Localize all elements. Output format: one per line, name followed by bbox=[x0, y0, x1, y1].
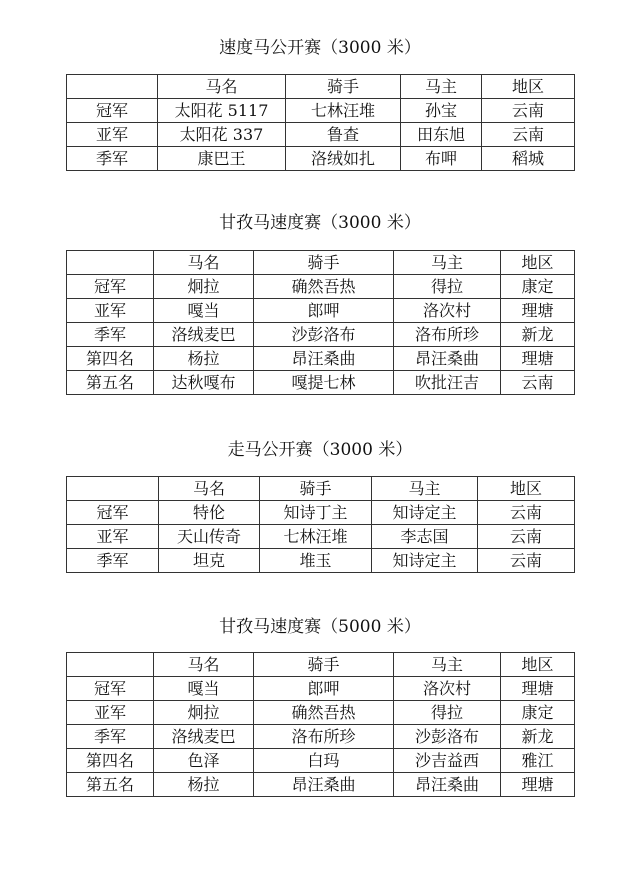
rider-cell: 七林汪堆 bbox=[260, 525, 372, 549]
header-cell: 骑手 bbox=[254, 251, 394, 275]
owner-cell: 昂汪桑曲 bbox=[394, 347, 501, 371]
header-cell: 马名 bbox=[154, 251, 254, 275]
owner-cell: 田东旭 bbox=[401, 123, 482, 147]
table-row bbox=[67, 501, 575, 525]
owner-cell: 洛布所珍 bbox=[394, 323, 501, 347]
rank-cell: 季军 bbox=[67, 725, 154, 749]
rider-cell: 白玛 bbox=[254, 749, 394, 773]
rank-cell: 亚军 bbox=[67, 701, 154, 725]
table-row bbox=[67, 677, 575, 701]
header-cell: 地区 bbox=[501, 251, 575, 275]
owner-cell: 布呷 bbox=[401, 147, 482, 171]
horse-cell: 康巴王 bbox=[158, 147, 286, 171]
region-cell: 云南 bbox=[478, 501, 575, 525]
rider-cell: 沙彭洛布 bbox=[254, 323, 394, 347]
region-cell: 云南 bbox=[482, 99, 575, 123]
horse-cell: 太阳花 337 bbox=[158, 123, 286, 147]
region-cell: 理塘 bbox=[501, 347, 575, 371]
table-row bbox=[67, 123, 575, 147]
owner-cell: 昂汪桑曲 bbox=[394, 773, 501, 797]
table-row bbox=[67, 147, 575, 171]
rider-cell: 昂汪桑曲 bbox=[254, 347, 394, 371]
horse-cell: 炯拉 bbox=[154, 275, 254, 299]
rider-cell: 堆玉 bbox=[260, 549, 372, 573]
table-row bbox=[67, 725, 575, 749]
horse-cell: 色泽 bbox=[154, 749, 254, 773]
table-row bbox=[67, 299, 575, 323]
header-cell: 地区 bbox=[501, 653, 575, 677]
region-cell: 稻城 bbox=[482, 147, 575, 171]
header-cell: 地区 bbox=[478, 477, 575, 501]
region-cell: 云南 bbox=[501, 371, 575, 395]
owner-cell: 孙宝 bbox=[401, 99, 482, 123]
region-cell: 云南 bbox=[478, 525, 575, 549]
table-row bbox=[67, 99, 575, 123]
region-cell: 新龙 bbox=[501, 323, 575, 347]
header-cell bbox=[67, 75, 158, 99]
rank-cell: 冠军 bbox=[67, 275, 154, 299]
rank-cell: 第五名 bbox=[67, 371, 154, 395]
results-table bbox=[66, 74, 575, 171]
table-row bbox=[67, 275, 575, 299]
horse-cell: 杨拉 bbox=[154, 347, 254, 371]
rank-cell: 第五名 bbox=[67, 773, 154, 797]
rank-cell: 季军 bbox=[67, 323, 154, 347]
rank-cell: 第四名 bbox=[67, 347, 154, 371]
results-table bbox=[66, 476, 575, 573]
header-cell: 骑手 bbox=[254, 653, 394, 677]
table-header-row bbox=[67, 75, 575, 99]
horse-cell: 天山传奇 bbox=[159, 525, 260, 549]
owner-cell: 吹批汪吉 bbox=[394, 371, 501, 395]
header-cell: 骑手 bbox=[286, 75, 401, 99]
rider-cell: 鲁查 bbox=[286, 123, 401, 147]
header-cell bbox=[67, 653, 154, 677]
rank-cell: 亚军 bbox=[67, 525, 159, 549]
rank-cell: 第四名 bbox=[67, 749, 154, 773]
header-cell: 马主 bbox=[394, 251, 501, 275]
table-title: 走马公开赛（3000 米） bbox=[227, 440, 413, 460]
header-cell: 马主 bbox=[372, 477, 478, 501]
header-cell: 马主 bbox=[394, 653, 501, 677]
owner-cell: 沙吉益西 bbox=[394, 749, 501, 773]
region-cell: 理塘 bbox=[501, 677, 575, 701]
rider-cell: 七林汪堆 bbox=[286, 99, 401, 123]
rider-cell: 洛绒如扎 bbox=[286, 147, 401, 171]
owner-cell: 洛次村 bbox=[394, 677, 501, 701]
results-table bbox=[66, 652, 575, 797]
header-cell bbox=[67, 251, 154, 275]
table-row bbox=[67, 773, 575, 797]
header-cell: 马名 bbox=[154, 653, 254, 677]
horse-cell: 坦克 bbox=[159, 549, 260, 573]
table-title: 速度马公开赛（3000 米） bbox=[219, 38, 421, 58]
rider-cell: 郎呷 bbox=[254, 299, 394, 323]
horse-cell: 嘎当 bbox=[154, 677, 254, 701]
region-cell: 康定 bbox=[501, 701, 575, 725]
rank-cell: 冠军 bbox=[67, 99, 158, 123]
rank-cell: 冠军 bbox=[67, 677, 154, 701]
table-row bbox=[67, 701, 575, 725]
rider-cell: 确然吾热 bbox=[254, 275, 394, 299]
rider-cell: 洛布所珍 bbox=[254, 725, 394, 749]
owner-cell: 洛次村 bbox=[394, 299, 501, 323]
rank-cell: 季军 bbox=[67, 549, 159, 573]
horse-cell: 嘎当 bbox=[154, 299, 254, 323]
header-cell: 马名 bbox=[159, 477, 260, 501]
table-row bbox=[67, 525, 575, 549]
rank-cell: 亚军 bbox=[67, 299, 154, 323]
owner-cell: 得拉 bbox=[394, 275, 501, 299]
rider-cell: 确然吾热 bbox=[254, 701, 394, 725]
rider-cell: 昂汪桑曲 bbox=[254, 773, 394, 797]
owner-cell: 知诗定主 bbox=[372, 501, 478, 525]
rider-cell: 嘎提七林 bbox=[254, 371, 394, 395]
table-row bbox=[67, 323, 575, 347]
header-cell: 地区 bbox=[482, 75, 575, 99]
horse-cell: 洛绒麦巴 bbox=[154, 725, 254, 749]
header-cell: 骑手 bbox=[260, 477, 372, 501]
table-row bbox=[67, 371, 575, 395]
region-cell: 云南 bbox=[482, 123, 575, 147]
table-row bbox=[67, 549, 575, 573]
horse-cell: 洛绒麦巴 bbox=[154, 323, 254, 347]
rank-cell: 亚军 bbox=[67, 123, 158, 147]
region-cell: 理塘 bbox=[501, 773, 575, 797]
region-cell: 雅江 bbox=[501, 749, 575, 773]
header-cell: 马主 bbox=[401, 75, 482, 99]
horse-cell: 杨拉 bbox=[154, 773, 254, 797]
table-row bbox=[67, 749, 575, 773]
horse-cell: 太阳花 5117 bbox=[158, 99, 286, 123]
rider-cell: 知诗丁主 bbox=[260, 501, 372, 525]
table-header-row bbox=[67, 251, 575, 275]
table-header-row bbox=[67, 653, 575, 677]
horse-cell: 达秋嘎布 bbox=[154, 371, 254, 395]
table-row bbox=[67, 347, 575, 371]
table-title: 甘孜马速度赛（5000 米） bbox=[219, 617, 421, 637]
results-table bbox=[66, 250, 575, 395]
rider-cell: 郎呷 bbox=[254, 677, 394, 701]
owner-cell: 李志国 bbox=[372, 525, 478, 549]
rank-cell: 冠军 bbox=[67, 501, 159, 525]
owner-cell: 得拉 bbox=[394, 701, 501, 725]
region-cell: 康定 bbox=[501, 275, 575, 299]
horse-cell: 炯拉 bbox=[154, 701, 254, 725]
region-cell: 新龙 bbox=[501, 725, 575, 749]
header-cell: 马名 bbox=[158, 75, 286, 99]
horse-cell: 特伦 bbox=[159, 501, 260, 525]
owner-cell: 知诗定主 bbox=[372, 549, 478, 573]
owner-cell: 沙彭洛布 bbox=[394, 725, 501, 749]
region-cell: 理塘 bbox=[501, 299, 575, 323]
region-cell: 云南 bbox=[478, 549, 575, 573]
table-header-row bbox=[67, 477, 575, 501]
table-title: 甘孜马速度赛（3000 米） bbox=[219, 213, 421, 233]
header-cell bbox=[67, 477, 159, 501]
rank-cell: 季军 bbox=[67, 147, 158, 171]
